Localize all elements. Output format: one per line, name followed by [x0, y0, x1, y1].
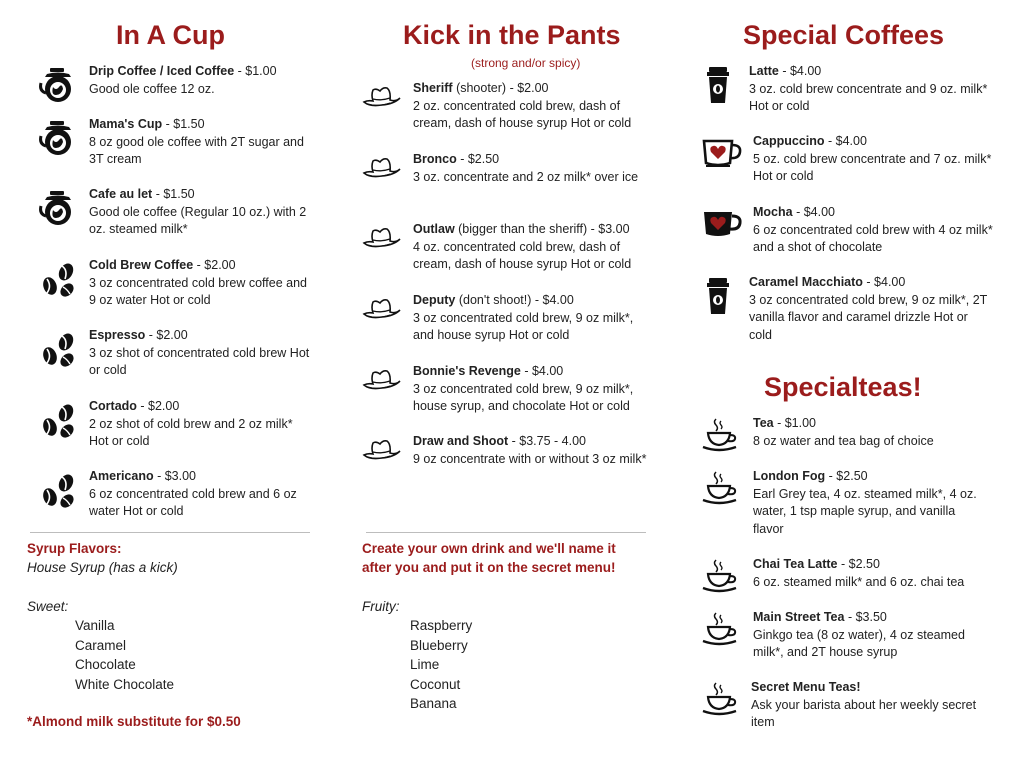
coffee-beans-icon — [38, 400, 78, 445]
item-description: 6 oz concentrated cold brew and 6 oz water Hot or cold — [89, 486, 297, 519]
kick-subtitle: (strong and/or spicy) — [471, 56, 581, 70]
menu-item — [89, 398, 314, 451]
item-description: Earl Grey tea, 4 oz. steamed milk*, 4 oz. water, 1 tsp maple syrup, and vanilla flavor — [753, 486, 977, 536]
menu-item — [89, 186, 314, 239]
coffee-beans-icon — [38, 470, 78, 515]
item-description: 5 oz. cold brew concentrate and 7 oz. milk* Hot or cold — [753, 151, 992, 184]
fruity-flavor: Raspberry — [410, 618, 473, 633]
item-description: 3 oz. concentrate and 2 oz milk* over ice — [413, 169, 639, 184]
sweet-flavor: White Chocolate — [75, 676, 175, 692]
item-description: Ask your barista about her weekly secret item — [751, 697, 977, 730]
cowboy-hat-icon — [362, 224, 402, 259]
item-name: Draw and Shoot — [413, 434, 509, 448]
coffee-beans-icon — [38, 329, 78, 374]
item-name: Deputy — [413, 293, 456, 307]
item-name: Latte — [749, 64, 779, 78]
divider-left — [30, 532, 310, 533]
item-description: Good ole coffee 12 oz. — [89, 81, 215, 96]
item-price: - $3.50 — [844, 610, 887, 624]
item-price: - $2.00 — [145, 328, 188, 342]
almond-milk-footnote: *Almond milk substitute for $0.50 — [27, 714, 241, 729]
menu-item — [753, 204, 993, 257]
cowboy-hat-icon — [362, 366, 402, 401]
item-description: 6 oz. steamed milk* and 6 oz. chai tea — [753, 574, 965, 589]
item-price: - $2.50 — [825, 469, 868, 483]
item-name: Tea — [753, 416, 774, 430]
sweet-label: Sweet: — [27, 599, 69, 614]
kick-in-the-pants-title: Kick in the Pants — [403, 20, 621, 50]
menu-item — [89, 116, 314, 169]
item-price: - $4.00 — [778, 64, 822, 78]
item-description: 3 oz shot of concentrated cold brew Hot or cold — [89, 345, 310, 378]
special-coffees-title: Special Coffees — [743, 20, 945, 50]
coffee-pot-icon — [38, 118, 78, 163]
item-description: 8 oz water and tea bag of choice — [753, 433, 934, 448]
menu-item — [413, 292, 653, 345]
coffee-beans-icon — [38, 259, 78, 304]
item-name: Sheriff — [413, 81, 453, 95]
item-description: 3 oz concentrated cold brew coffee and 9 oz water Hot or cold — [89, 275, 307, 308]
menu-item — [753, 556, 983, 591]
item-name: Cortado — [89, 399, 137, 413]
syrup-flavors-heading: Syrup Flavors: — [27, 541, 122, 556]
to-go-cup-icon — [703, 65, 733, 110]
to-go-cup-icon — [703, 276, 733, 321]
item-name: Main Street Tea — [753, 610, 845, 624]
item-name: Drip Coffee / Iced Coffee — [89, 64, 235, 78]
item-name: Cafe au let — [89, 187, 153, 201]
heart-mug-icon — [700, 135, 744, 174]
menu-item — [753, 468, 983, 538]
item-price: - $2.00 — [136, 399, 180, 413]
sweet-flavor: Vanilla — [75, 618, 115, 633]
create-line-2: after you and put it on the secret menu! — [362, 560, 616, 575]
create-line-1: Create your own drink and we'll name it — [362, 541, 616, 556]
fruity-flavor: Coconut — [410, 676, 461, 692]
menu-item — [413, 151, 653, 186]
fruity-list — [362, 616, 472, 714]
coffee-pot-icon — [38, 188, 78, 233]
cowboy-hat-icon — [362, 83, 402, 118]
menu-item — [89, 257, 314, 310]
item-name: Espresso — [89, 328, 146, 342]
item-name: Americano — [89, 469, 154, 483]
menu-item — [89, 327, 314, 380]
item-name: Mama's Cup — [89, 117, 163, 131]
item-note: (bigger than the sheriff) — [454, 222, 588, 236]
in-a-cup-title: In A Cup — [116, 20, 225, 50]
fruity-flavor: Banana — [410, 696, 457, 711]
divider-middle — [366, 532, 646, 533]
menu-item — [753, 415, 983, 450]
menu-item — [749, 63, 989, 116]
menu-item — [413, 363, 653, 416]
item-note: (don't shoot!) — [455, 293, 532, 307]
item-price: - $3.75 - 4.00 — [508, 434, 586, 448]
item-name: Chai Tea Latte — [753, 557, 838, 571]
item-description: 3 oz concentrated cold brew, 9 oz milk*, 2T vanilla flavor and caramel drizzle Hot or cold — [749, 292, 988, 342]
item-name: Cold Brew Coffee — [89, 258, 194, 272]
item-description: Good ole coffee (Regular 10 oz.) with 2 oz. steamed milk* — [89, 204, 307, 237]
item-price: - $1.00 — [234, 64, 277, 78]
specialteas-title: Specialteas! — [764, 372, 922, 402]
teacup-icon — [700, 611, 740, 652]
item-price: - $2.00 — [506, 81, 549, 95]
item-description: 6 oz concentrated cold brew with 4 oz milk* and a shot of chocolate — [753, 222, 993, 255]
item-price: - $3.00 — [153, 469, 196, 483]
coffee-pot-icon — [38, 65, 78, 110]
item-price: - $4.00 — [824, 134, 867, 148]
item-note: (shooter) — [452, 81, 507, 95]
cowboy-hat-icon — [362, 154, 402, 189]
item-name: Caramel Macchiato — [749, 275, 863, 289]
item-name: Bonnie's Revenge — [413, 364, 521, 378]
item-price: - $2.50 — [456, 152, 500, 166]
menu-item — [751, 679, 981, 732]
sweet-flavor: Chocolate — [75, 657, 136, 672]
sweet-list — [27, 616, 174, 694]
item-description: 2 oz. concentrated cold brew, dash of cream, dash of house syrup Hot or cold — [413, 98, 632, 131]
sweet-flavor: Caramel — [75, 637, 127, 653]
menu-item — [749, 274, 989, 344]
fruity-flavor: Blueberry — [410, 637, 468, 653]
item-price: - $4.00 — [531, 293, 574, 307]
cowboy-hat-icon — [362, 436, 402, 471]
item-description: 3 oz concentrated cold brew, 9 oz milk*, house syrup, and chocolate Hot or cold — [413, 381, 634, 414]
teacup-icon — [700, 417, 740, 458]
item-price: - $1.50 — [162, 117, 205, 131]
item-description: 2 oz shot of cold brew and 2 oz milk* Hot or cold — [89, 416, 293, 449]
teacup-icon — [700, 470, 740, 511]
item-price: - $1.00 — [773, 416, 817, 430]
item-name: Bronco — [413, 152, 457, 166]
item-name: Outlaw — [413, 222, 455, 236]
menu-item — [413, 433, 653, 468]
menu-item — [413, 221, 653, 274]
item-description: 3 oz. cold brew concentrate and 9 oz. milk* Hot or cold — [749, 81, 988, 114]
item-description: 4 oz. concentrated cold brew, dash of cream, dash of house syrup Hot or cold — [413, 239, 632, 272]
item-name: Cappuccino — [753, 134, 825, 148]
menu-item — [89, 63, 314, 98]
teacup-icon — [700, 681, 740, 722]
item-price: - $4.00 — [520, 364, 564, 378]
item-description: Ginkgo tea (8 oz water), 4 oz steamed milk*, and 2T house syrup — [753, 627, 965, 660]
item-description: 9 oz concentrate with or without 3 oz milk* — [413, 451, 647, 466]
item-description: 3 oz concentrated cold brew, 9 oz milk*, and house syrup Hot or cold — [413, 310, 634, 343]
menu-item — [753, 133, 993, 186]
heart-mug-icon — [700, 206, 744, 245]
item-name: Mocha — [753, 205, 793, 219]
cowboy-hat-icon — [362, 295, 402, 330]
item-price: - $2.50 — [837, 557, 880, 571]
item-description: 8 oz good ole coffee with 2T sugar and 3T cream — [89, 134, 304, 167]
item-name: London Fog — [753, 469, 826, 483]
house-syrup: House Syrup (has a kick) — [27, 560, 178, 575]
fruity-label: Fruity: — [362, 599, 400, 614]
item-price: - $3.00 — [587, 222, 630, 236]
menu-item — [413, 80, 653, 133]
create-your-own-heading — [362, 539, 616, 577]
menu-item — [753, 609, 983, 662]
item-price: - $2.00 — [193, 258, 236, 272]
menu-item — [89, 468, 314, 521]
fruity-flavor: Lime — [410, 657, 440, 672]
item-price: - $4.00 — [862, 275, 906, 289]
item-name: Secret Menu Teas! — [751, 680, 861, 694]
item-price: - $4.00 — [792, 205, 835, 219]
item-price: - $1.50 — [152, 187, 195, 201]
teacup-icon — [700, 558, 740, 599]
